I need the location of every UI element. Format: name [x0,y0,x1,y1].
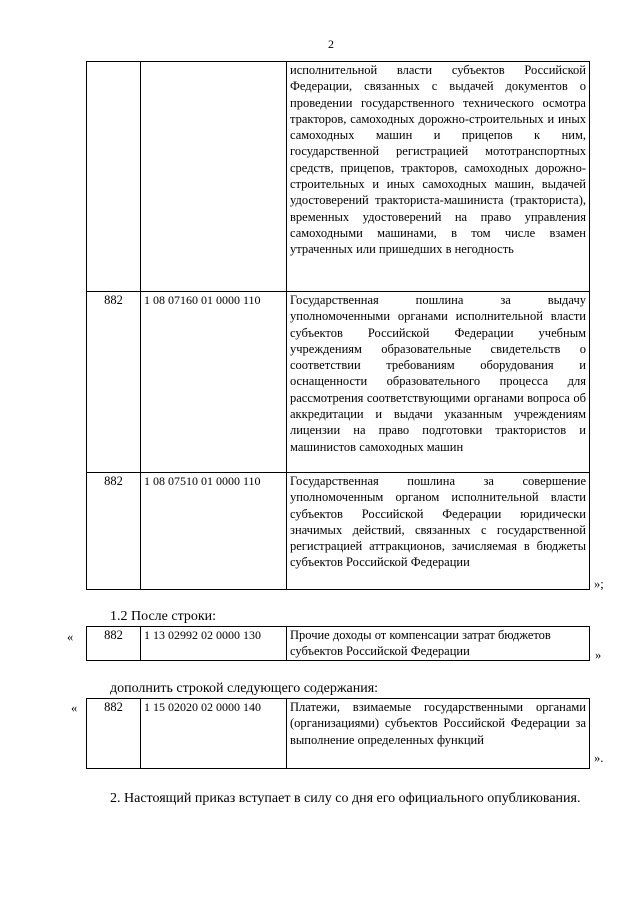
kbk-code-cell [141,62,287,292]
table-row [87,473,590,590]
description-cell: Государственная пошлина за выдачу уполномоченными органами исполнительной власти субъектов Российской Федерации учебным учреждениям образовательные свидетельств о соответствии требованиям оборудования и оснащенности образовательного процесса для рассмотрения соответствующими органами вопроса об аккредитации и выдачи указанным учреждениям лицензии на право подготовки трактористов и машинистов самоходных машин [287,292,590,473]
closing-quote: » [595,648,602,662]
table-row [87,292,590,473]
final-paragraph: 2. Настоящий приказ вступает в силу со дня его официального опубликования. [110,791,581,806]
section-heading: дополнить строкой следующего содержания: [110,681,379,696]
page-number: 2 [328,37,334,51]
table-row [87,699,590,769]
admin-code-cell: 882 [87,699,141,769]
admin-code-cell: 882 [87,292,141,473]
admin-code-cell: 882 [87,627,141,661]
section-heading: 1.2 После строки: [110,609,217,624]
table-row [87,627,590,661]
reference-row-table [86,626,590,661]
admin-code-cell [87,62,141,292]
kbk-code-cell: 1 13 02992 02 0000 130 [141,627,287,661]
closing-quote: »; [594,577,604,591]
opening-quote: « [67,630,74,644]
admin-code-cell: 882 [87,473,141,590]
description-cell: Прочие доходы от компенсации затрат бюджетов субъектов Российской Федерации [287,627,590,661]
description-cell: Платежи, взимаемые государственными органами (организациями) субъектов Российской Федерации за выполнение определенных функций [287,699,590,769]
added-row-table [86,698,590,769]
description-cell: Государственная пошлина за совершение уполномоченным органом исполнительной власти субъектов Российской Федерации юридически значимых действий, связанных с государственной регистрацией аттракционов, зачисляемая в бюджеты субъектов Российской Федерации [287,473,590,590]
revenue-codes-table [86,61,590,590]
closing-quote: ». [594,751,604,765]
description-cell: исполнительной власти субъектов Российской Федерации, связанных с выдачей документов о проведении государственного технического осмотра тракторов, самоходных дорожно-строительных и иных самоходных машин и прицепов к ним, государственной регистрацией мототранспортных средств, прицепов, тракторов, самоходных дорожно-строительных и иных самоходных машин, выдачей удостоверений тракториста-машиниста (тракториста), временных удостоверений на право управления самоходными машинами, в том числе взамен утраченных или пришедших в негодность [287,62,590,292]
opening-quote: « [71,701,78,715]
kbk-code-cell: 1 15 02020 02 0000 140 [141,699,287,769]
table-row [87,62,590,292]
kbk-code-cell: 1 08 07510 01 0000 110 [141,473,287,590]
kbk-code-cell: 1 08 07160 01 0000 110 [141,292,287,473]
